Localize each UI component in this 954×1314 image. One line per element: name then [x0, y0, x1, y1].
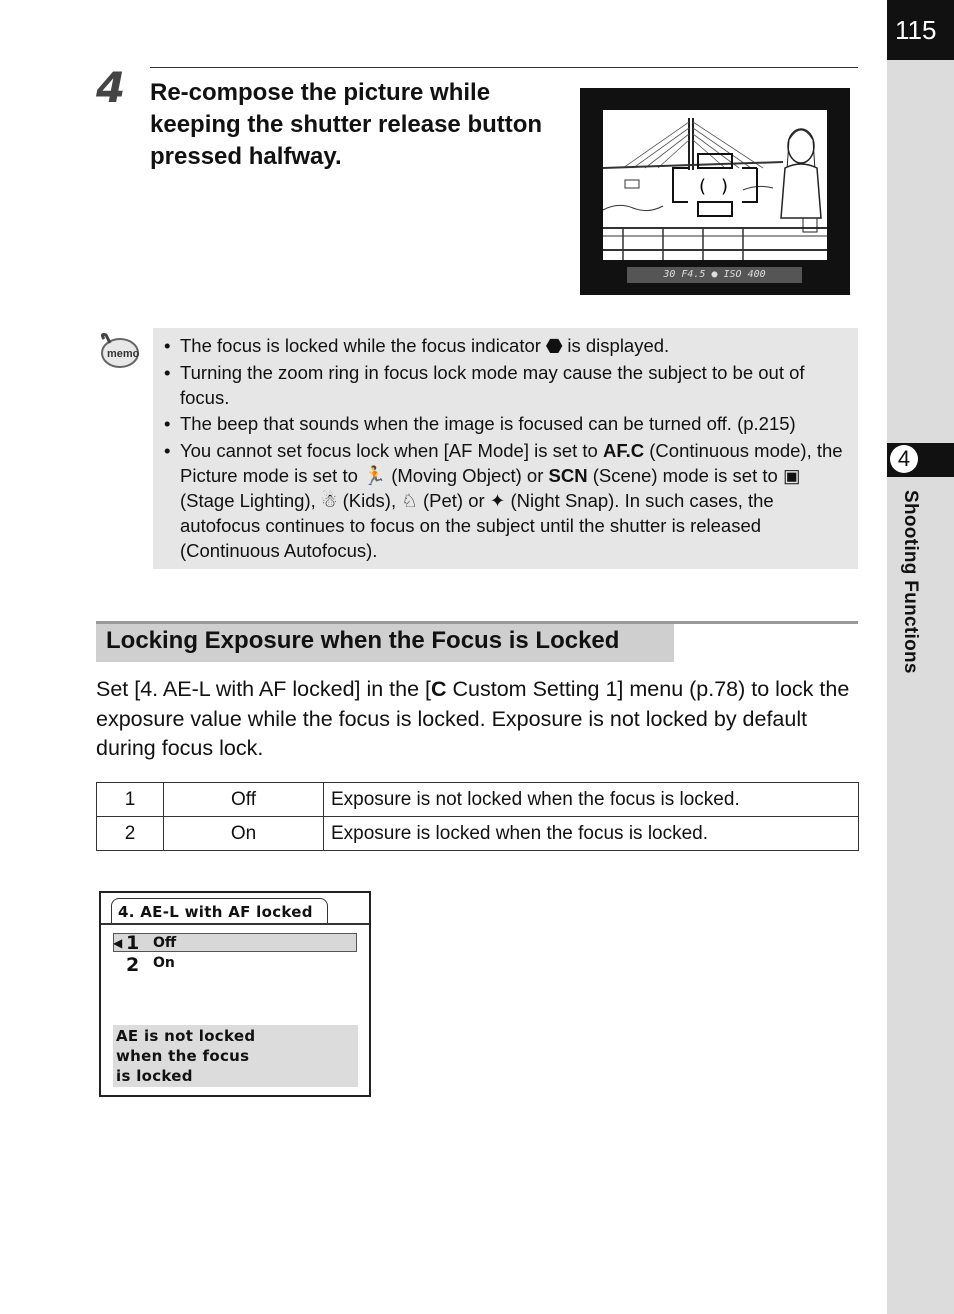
chapter-number: 4 [890, 445, 918, 473]
night-snap-icon: ✦ [489, 489, 506, 511]
top-rule [150, 67, 858, 68]
scene-mode-icon: SCN [548, 464, 588, 486]
viewfinder-info-bar: 30 F4.5 ● ISO 400 [627, 267, 802, 283]
viewfinder-scene-drawing [603, 110, 827, 260]
table-cell-desc: Exposure is locked when the focus is locked. [324, 817, 859, 851]
section-title: Locking Exposure when the Focus is Locked [106, 627, 620, 654]
viewfinder-scene [603, 110, 827, 260]
page-number: 115 [887, 0, 954, 60]
svg-text:memo: memo [107, 348, 140, 360]
menu-option-number: 2 [126, 954, 140, 976]
af-continuous-icon: AF.C [603, 439, 645, 461]
stage-lighting-icon: ▣ [782, 464, 801, 486]
camera-menu-selection-bar [113, 933, 357, 952]
section-body: Set [4. AE-L with AF locked] in the [C Custom Setting 1] menu (p.78) to lock the exposure value while the focus is locked. Exposure is not locked by default during focus lock. [96, 677, 850, 760]
menu-option-off[interactable]: Off [153, 935, 177, 951]
memo-icon [98, 331, 140, 371]
table-cell-num: 2 [97, 817, 164, 851]
memo-item: • You cannot set focus lock when [AF Mode] is set to AF.C (Continuous mode), the Picture mode is set to 🏃 (Moving Object) or SCN (Scene) mode is set to ▣ (Stage Lighting), ☃ (Kids), ♘ (Pet) or ✦ (Night Snap). In such cases, the autofocus continues to focus on the subject until the shutter is released (Continuous Autofocus). [162, 438, 852, 563]
memo-list [162, 333, 852, 564]
camera-menu-divider [101, 923, 369, 925]
menu-option-on[interactable]: On [153, 955, 175, 971]
step-instruction: Re-compose the picture while keeping the shutter release button pressed halfway. [150, 79, 543, 170]
table-cell-desc: Exposure is not locked when the focus is locked. [324, 783, 859, 817]
table-row [97, 817, 859, 851]
table-cell-setting: On [164, 817, 324, 851]
camera-menu-title: 4. AE-L with AF locked [118, 903, 313, 921]
svg-text:): ) [721, 176, 729, 197]
memo-item: • The focus is locked while the focus indicator ⬣ is displayed. [162, 333, 852, 358]
svg-text:(: ( [699, 176, 707, 197]
chapter-name: Shooting Functions [900, 490, 921, 674]
moving-object-icon: 🏃 [363, 464, 387, 486]
focus-indicator-icon: ⬣ [546, 335, 563, 356]
table-row [97, 783, 859, 817]
table-cell-num: 1 [97, 783, 164, 817]
custom-setting-icon: C [431, 677, 447, 701]
table-cell-setting: Off [164, 783, 324, 817]
options-table [96, 782, 859, 851]
step-number: 4 [96, 63, 126, 112]
left-arrow-icon: ◀ [113, 936, 123, 950]
memo-item: • The beep that sounds when the image is focused can be turned off. (p.215) [162, 411, 852, 436]
camera-menu-description: AE is not locked when the focus is locked [116, 1027, 256, 1085]
memo-item: • Turning the zoom ring in focus lock mode may cause the subject to be out of focus. [162, 360, 852, 410]
menu-option-number: 1 [126, 932, 140, 954]
kids-icon: ☃ [320, 489, 338, 511]
pet-icon: ♘ [401, 489, 418, 511]
